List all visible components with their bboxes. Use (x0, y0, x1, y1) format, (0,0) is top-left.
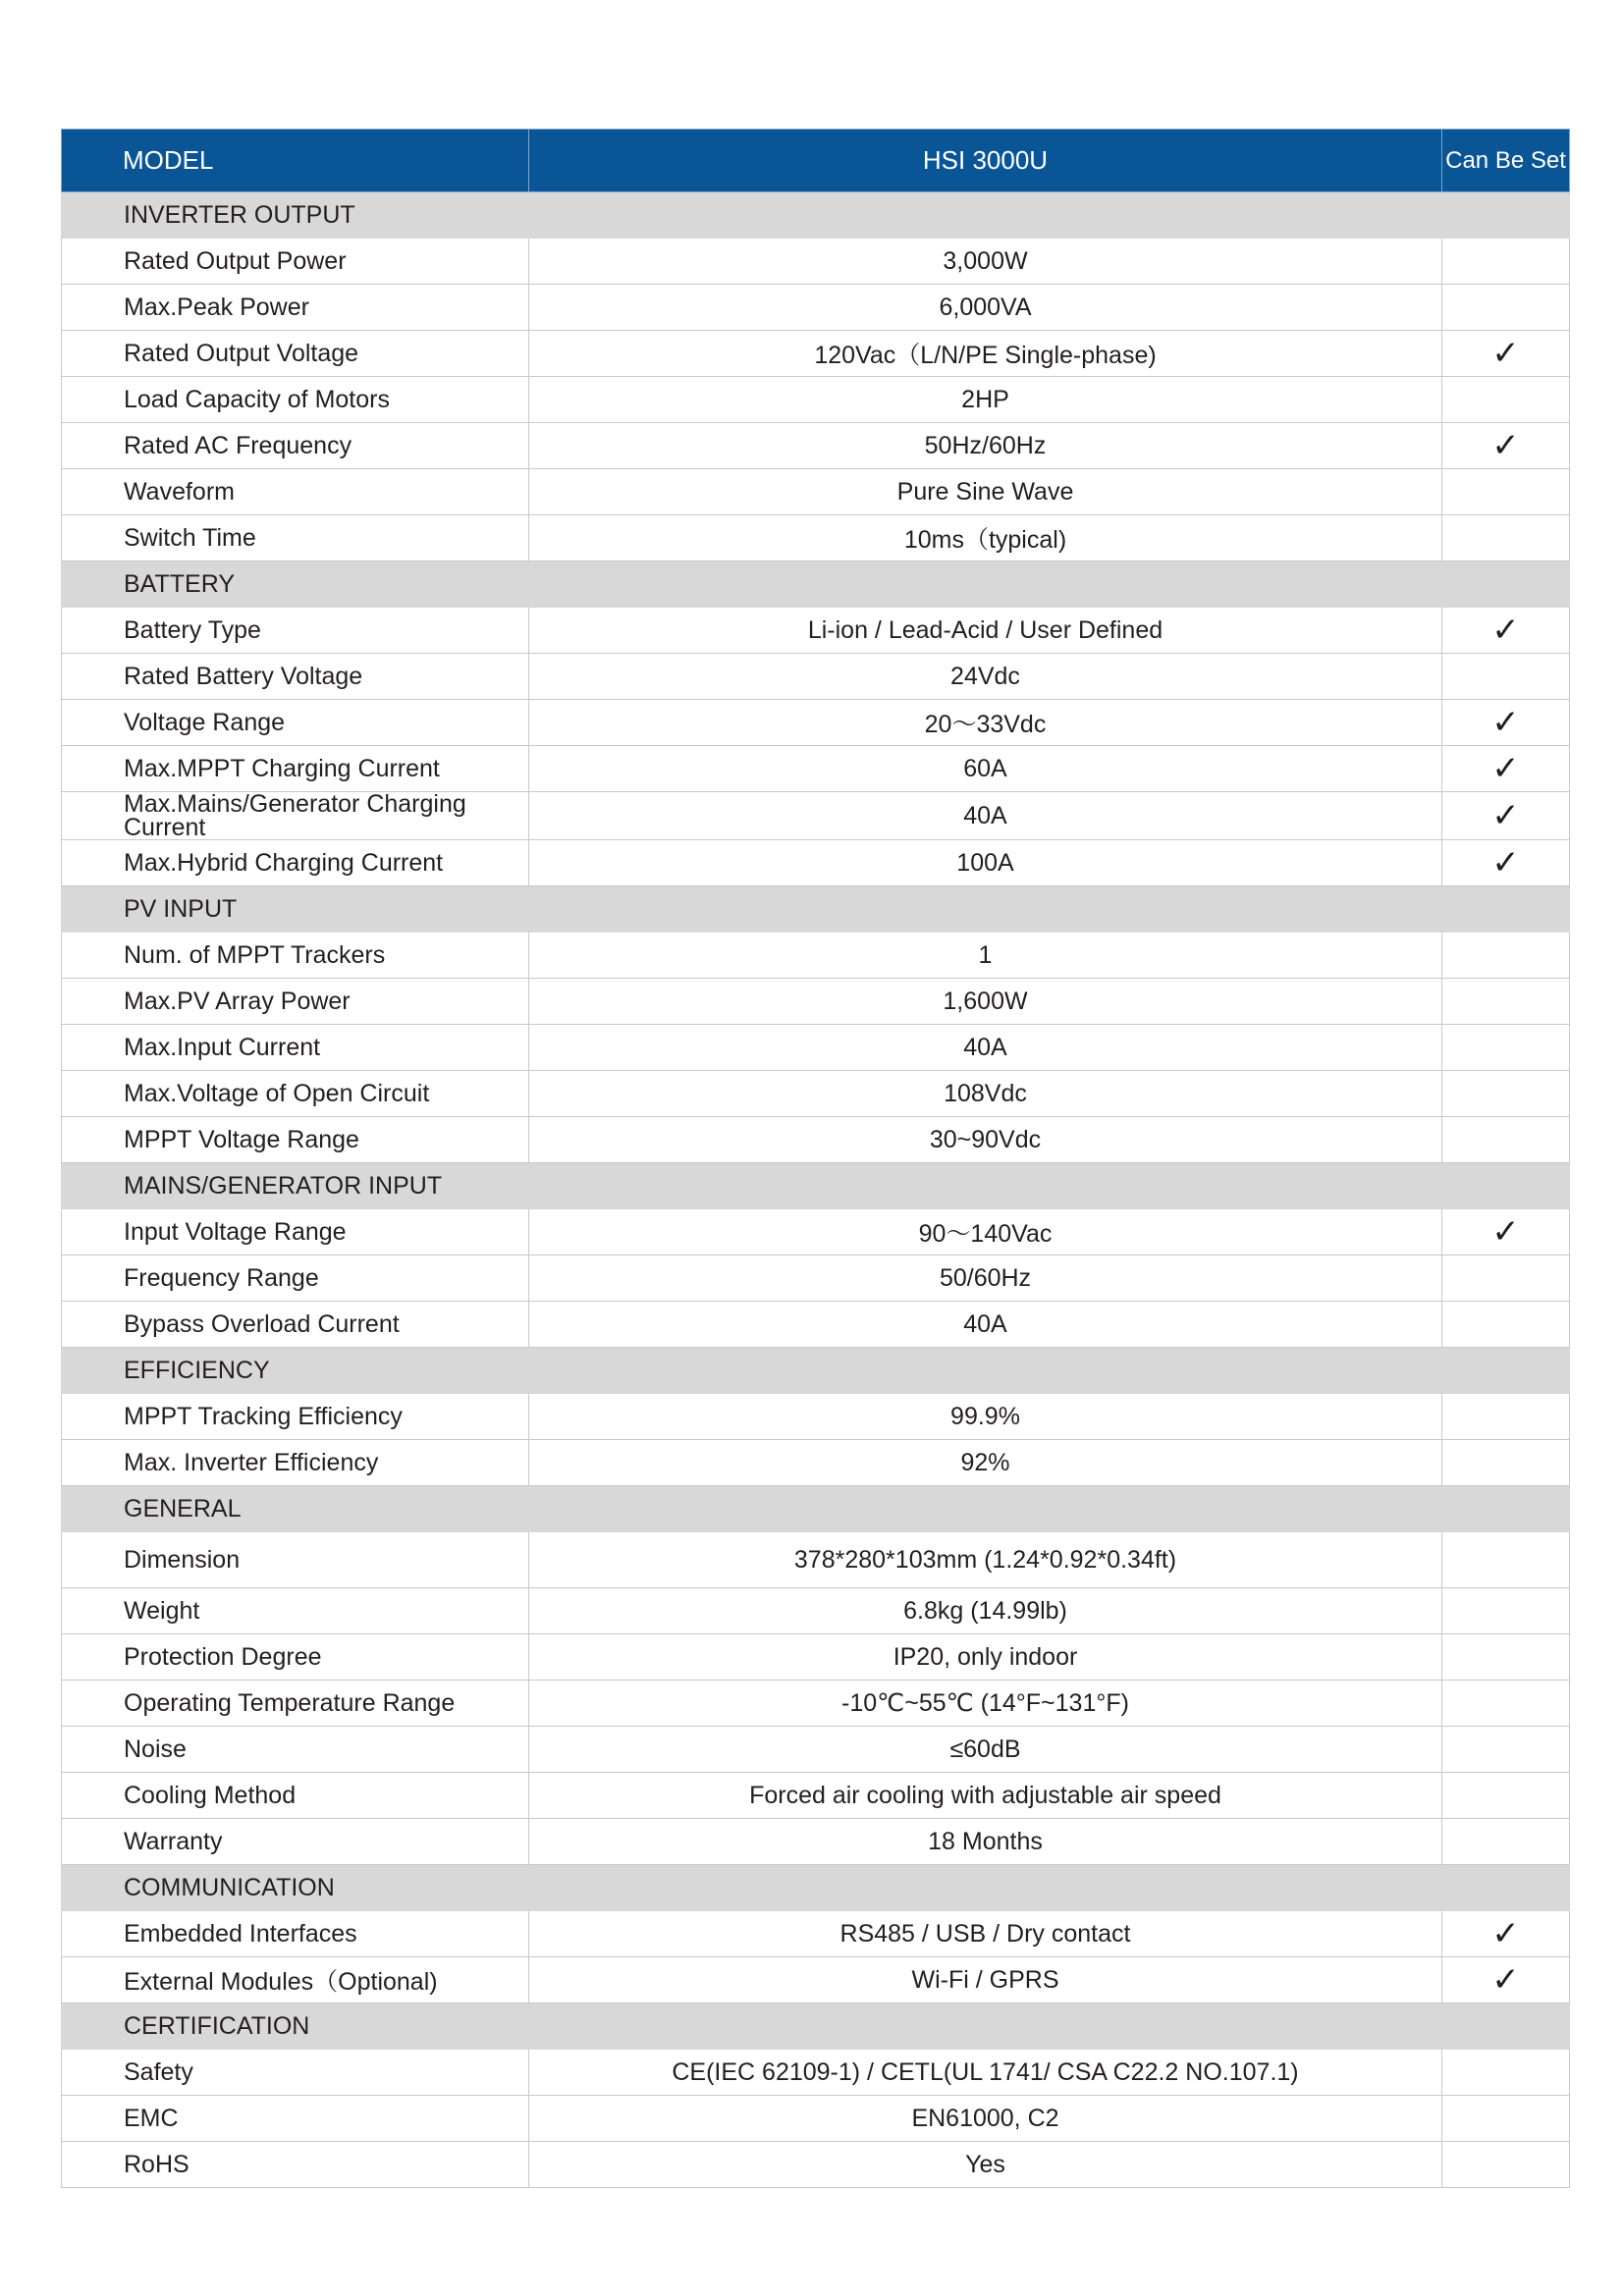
spec-label: Max.Hybrid Charging Current (62, 840, 529, 886)
spec-value: ≤60dB (529, 1727, 1442, 1773)
table-row (62, 331, 1570, 377)
settable-cell (1442, 423, 1570, 469)
settable-cell (1442, 1911, 1570, 1957)
spec-value: 10ms（typical) (529, 515, 1442, 561)
spec-value: 50Hz/60Hz (529, 423, 1442, 469)
settable-cell (1442, 2050, 1570, 2096)
spec-label: Rated Output Voltage (62, 331, 529, 377)
spec-value: 3,000W (529, 239, 1442, 285)
table-row (62, 239, 1570, 285)
table-row (62, 1440, 1570, 1486)
section-title: EFFICIENCY (62, 1348, 1570, 1394)
settable-cell (1442, 1440, 1570, 1486)
spec-value: 18 Months (529, 1819, 1442, 1865)
spec-label: Rated Battery Voltage (62, 654, 529, 700)
settable-cell (1442, 1819, 1570, 1865)
spec-value: Li-ion / Lead-Acid / User Defined (529, 608, 1442, 654)
spec-label: Max.PV Array Power (62, 979, 529, 1025)
settable-cell (1442, 792, 1570, 840)
spec-label: Max. Inverter Efficiency (62, 1440, 529, 1486)
table-row (62, 608, 1570, 654)
spec-label: Num. of MPPT Trackers (62, 933, 529, 979)
spec-label: Embedded Interfaces (62, 1911, 529, 1957)
spec-value: 100A (529, 840, 1442, 886)
table-row (62, 700, 1570, 746)
settable-cell (1442, 1394, 1570, 1440)
settable-cell (1442, 239, 1570, 285)
section-title: GENERAL (62, 1486, 1570, 1532)
check-icon: ✓ (1491, 612, 1520, 649)
spec-value: 50/60Hz (529, 1255, 1442, 1302)
spec-label: Battery Type (62, 608, 529, 654)
can-be-set-header: Can Be Set (1442, 130, 1570, 192)
table-row (62, 2142, 1570, 2188)
section-row (62, 1865, 1570, 1911)
section-row (62, 1348, 1570, 1394)
table-row (62, 792, 1570, 840)
spec-label: Bypass Overload Current (62, 1302, 529, 1348)
spec-label: Max.Input Current (62, 1025, 529, 1071)
settable-cell (1442, 1773, 1570, 1819)
spec-value: 40A (529, 792, 1442, 840)
model-value: HSI 3000U (529, 130, 1442, 192)
model-label: MODEL (62, 130, 529, 192)
spec-value: 92% (529, 1440, 1442, 1486)
spec-value: Forced air cooling with adjustable air speed (529, 1773, 1442, 1819)
spec-value: EN61000, C2 (529, 2096, 1442, 2142)
check-icon: ✓ (1491, 1961, 1520, 1999)
spec-label: MPPT Tracking Efficiency (62, 1394, 529, 1440)
spec-label: Protection Degree (62, 1634, 529, 1681)
spec-label: Cooling Method (62, 1773, 529, 1819)
spec-value: 1 (529, 933, 1442, 979)
settable-cell (1442, 1117, 1570, 1163)
settable-cell (1442, 377, 1570, 423)
spec-label: Max.Peak Power (62, 285, 529, 331)
table-row (62, 746, 1570, 792)
spec-label: Voltage Range (62, 700, 529, 746)
spec-table (61, 129, 1570, 2188)
spec-label: Dimension (62, 1532, 529, 1588)
settable-cell (1442, 1681, 1570, 1727)
spec-value: Yes (529, 2142, 1442, 2188)
settable-cell (1442, 1588, 1570, 1634)
settable-cell (1442, 469, 1570, 515)
table-row (62, 1394, 1570, 1440)
settable-cell (1442, 285, 1570, 331)
section-row (62, 2003, 1570, 2050)
table-row (62, 1025, 1570, 1071)
table-row (62, 1071, 1570, 1117)
spec-label: Weight (62, 1588, 529, 1634)
spec-label: Rated AC Frequency (62, 423, 529, 469)
spec-value: RS485 / USB / Dry contact (529, 1911, 1442, 1957)
spec-value: 6.8kg (14.99lb) (529, 1588, 1442, 1634)
spec-value: 1,600W (529, 979, 1442, 1025)
spec-label: Load Capacity of Motors (62, 377, 529, 423)
settable-cell (1442, 933, 1570, 979)
check-icon: ✓ (1491, 427, 1520, 464)
table-row (62, 285, 1570, 331)
spec-value: 120Vac（L/N/PE Single-phase) (529, 331, 1442, 377)
settable-cell (1442, 979, 1570, 1025)
section-title: CERTIFICATION (62, 2003, 1570, 2050)
table-row (62, 654, 1570, 700)
table-row (62, 423, 1570, 469)
table-row (62, 933, 1570, 979)
settable-cell (1442, 1255, 1570, 1302)
table-row (62, 2096, 1570, 2142)
settable-cell (1442, 700, 1570, 746)
spec-value: 2HP (529, 377, 1442, 423)
table-row (62, 1117, 1570, 1163)
spec-value: -10℃~55℃ (14°F~131°F) (529, 1681, 1442, 1727)
spec-value: IP20, only indoor (529, 1634, 1442, 1681)
check-icon: ✓ (1491, 1213, 1520, 1251)
spec-value: 99.9% (529, 1394, 1442, 1440)
spec-value: 108Vdc (529, 1071, 1442, 1117)
settable-cell (1442, 654, 1570, 700)
settable-cell (1442, 1727, 1570, 1773)
spec-value: 90～140Vac (529, 1209, 1442, 1255)
table-row (62, 979, 1570, 1025)
table-row (62, 1302, 1570, 1348)
table-row (62, 1819, 1570, 1865)
settable-cell (1442, 2142, 1570, 2188)
spec-value: CE(IEC 62109-1) / CETL(UL 1741/ CSA C22.2 NO.107.1) (529, 2050, 1442, 2096)
check-icon: ✓ (1491, 335, 1520, 372)
header-row (62, 130, 1570, 192)
section-row (62, 1163, 1570, 1209)
spec-value: 30~90Vdc (529, 1117, 1442, 1163)
spec-label: Input Voltage Range (62, 1209, 529, 1255)
check-icon: ✓ (1491, 844, 1520, 881)
section-row (62, 1486, 1570, 1532)
settable-cell (1442, 2096, 1570, 2142)
check-icon: ✓ (1491, 1915, 1520, 1952)
spec-label: EMC (62, 2096, 529, 2142)
table-row (62, 515, 1570, 561)
spec-label: Operating Temperature Range (62, 1681, 529, 1727)
table-row (62, 1773, 1570, 1819)
section-title: INVERTER OUTPUT (62, 192, 1570, 239)
spec-label: RoHS (62, 2142, 529, 2188)
spec-value: 40A (529, 1302, 1442, 1348)
spec-label: Rated Output Power (62, 239, 529, 285)
spec-label: Warranty (62, 1819, 529, 1865)
table-row (62, 1209, 1570, 1255)
table-row (62, 1255, 1570, 1302)
settable-cell (1442, 1209, 1570, 1255)
settable-cell (1442, 331, 1570, 377)
spec-value: Wi-Fi / GPRS (529, 1957, 1442, 2003)
section-title: PV INPUT (62, 886, 1570, 933)
check-icon: ✓ (1491, 704, 1520, 741)
table-row (62, 2050, 1570, 2096)
check-icon: ✓ (1491, 750, 1520, 787)
settable-cell (1442, 840, 1570, 886)
spec-value: 378*280*103mm (1.24*0.92*0.34ft) (529, 1532, 1442, 1588)
table-row (62, 1911, 1570, 1957)
section-title: COMMUNICATION (62, 1865, 1570, 1911)
spec-value: 24Vdc (529, 654, 1442, 700)
table-row (62, 1681, 1570, 1727)
spec-label: Max.Mains/Generator Charging Current (62, 792, 529, 840)
settable-cell (1442, 608, 1570, 654)
spec-value: 60A (529, 746, 1442, 792)
settable-cell (1442, 1302, 1570, 1348)
settable-cell (1442, 515, 1570, 561)
table-row (62, 1634, 1570, 1681)
section-row (62, 886, 1570, 933)
check-icon: ✓ (1491, 797, 1520, 834)
section-row (62, 561, 1570, 608)
spec-label: External Modules（Optional) (62, 1957, 529, 2003)
table-row (62, 840, 1570, 886)
spec-label: Max.Voltage of Open Circuit (62, 1071, 529, 1117)
spec-value: 6,000VA (529, 285, 1442, 331)
spec-label: Noise (62, 1727, 529, 1773)
settable-cell (1442, 746, 1570, 792)
table-row (62, 469, 1570, 515)
section-row (62, 192, 1570, 239)
settable-cell (1442, 1025, 1570, 1071)
spec-body (62, 192, 1570, 2188)
settable-cell (1442, 1957, 1570, 2003)
spec-label: Frequency Range (62, 1255, 529, 1302)
table-row (62, 1727, 1570, 1773)
spec-label: Max.MPPT Charging Current (62, 746, 529, 792)
table-row (62, 1957, 1570, 2003)
settable-cell (1442, 1634, 1570, 1681)
spec-label: Waveform (62, 469, 529, 515)
section-title: MAINS/GENERATOR INPUT (62, 1163, 1570, 1209)
spec-value: 40A (529, 1025, 1442, 1071)
spec-label: Safety (62, 2050, 529, 2096)
spec-value: Pure Sine Wave (529, 469, 1442, 515)
table-row (62, 377, 1570, 423)
settable-cell (1442, 1532, 1570, 1588)
table-row (62, 1588, 1570, 1634)
spec-value: 20～33Vdc (529, 700, 1442, 746)
spec-label: Switch Time (62, 515, 529, 561)
spec-label: MPPT Voltage Range (62, 1117, 529, 1163)
table-row (62, 1532, 1570, 1588)
section-title: BATTERY (62, 561, 1570, 608)
settable-cell (1442, 1071, 1570, 1117)
